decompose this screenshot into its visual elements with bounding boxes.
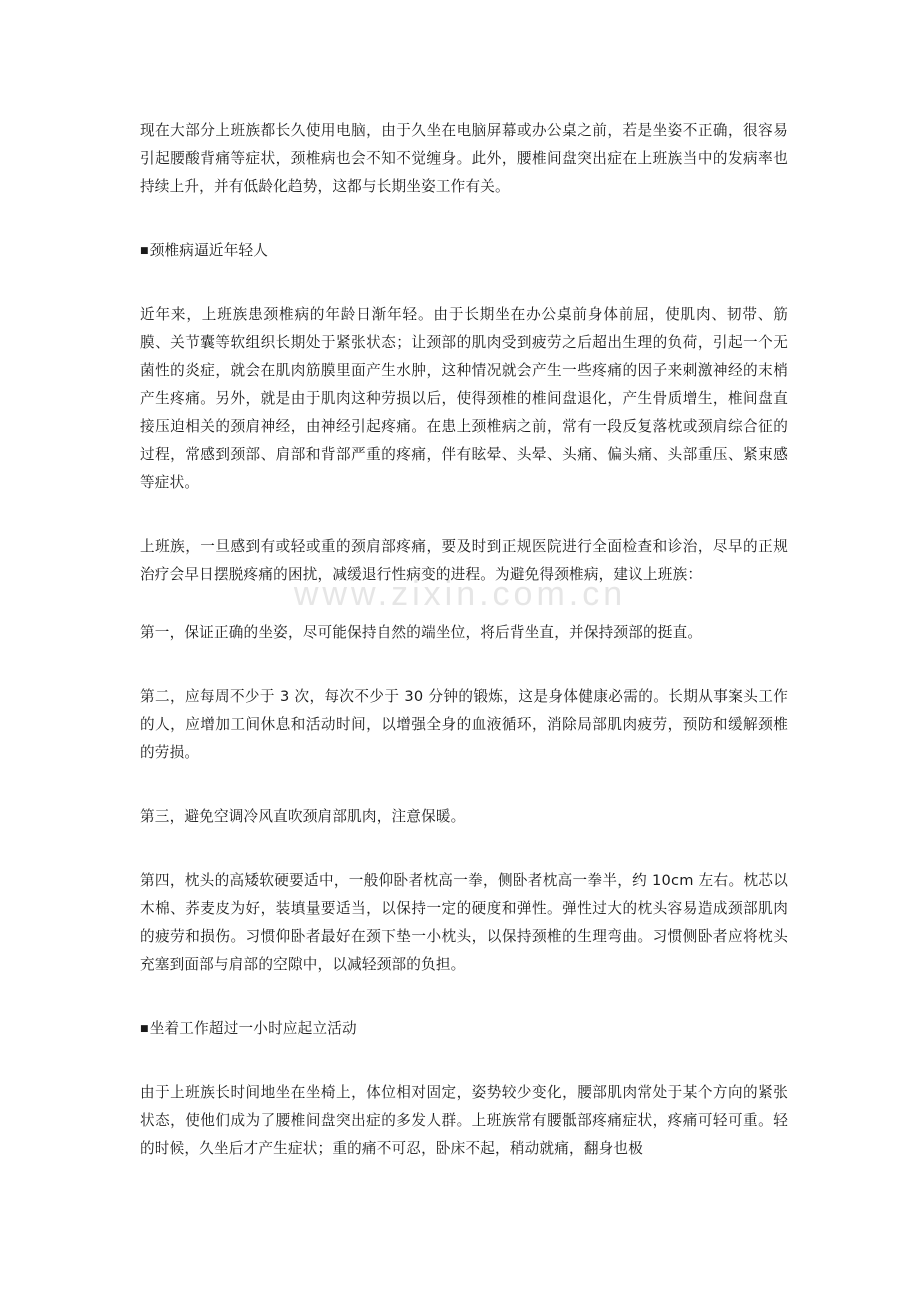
paragraph-advice-1: 第一，保证正确的坐姿，尽可能保持自然的端坐位，将后背坐直，并保持颈部的挺直。 bbox=[140, 624, 703, 641]
section-heading-text: 坐着工作超过一小时应起立活动 bbox=[149, 1020, 357, 1037]
paragraph-intro: 现在大部分上班族都长久使用电脑，由于久坐在电脑屏幕或办公桌之前，若是坐姿不正确，很容易引起腰酸背痛等症状，颈椎病也会不知不觉缠身。此外，腰椎间盘突出症在上班族当中的发病率也持续上升，并有低龄化趋势，这都与长期坐姿工作有关。 bbox=[140, 122, 788, 195]
document-body bbox=[140, 117, 788, 1163]
section-heading-text: 颈椎病逼近年轻人 bbox=[149, 242, 269, 259]
square-bullet-icon: ■ bbox=[140, 1024, 149, 1034]
paragraph-lumbar: 由于上班族长时间地坐在坐椅上，体位相对固定，姿势较少变化，腰部肌肉常处于某个方向的紧张状态，使他们成为了腰椎间盘突出症的多发人群。上班族常有腰骶部疼痛症状，疼痛可轻可重。轻的时候，久坐后才产生症状；重的痛不可忍，卧床不起，稍动就痛，翻身也极 bbox=[140, 1084, 788, 1157]
paragraph-advice-2: 第二，应每周不少于 3 次，每次不少于 30 分钟的锻炼，这是身体健康必需的。长期从事案头工作的人，应增加工间休息和活动时间，以增强全身的血液循环，消除局部肌肉疲劳，预防和缓解颈椎的劳损。 bbox=[140, 688, 788, 761]
paragraph-advice-intro: 上班族，一旦感到有或轻或重的颈肩部疼痛，要及时到正规医院进行全面检查和诊治，尽早的正规治疗会早日摆脱疼痛的困扰，减缓退行性病变的进程。为避免得颈椎病，建议上班族： bbox=[140, 538, 788, 583]
watermark: www.zixin.com.cn bbox=[293, 575, 627, 613]
paragraph-advice-4: 第四，枕头的高矮软硬要适中，一般仰卧者枕高一拳，侧卧者枕高一拳半，约 10cm 左右。枕芯以木棉、荞麦皮为好，装填量要适当，以保持一定的硬度和弹性。弹性过大的枕头容易造成颈部肌肉的疲劳和损伤。习惯仰卧者最好在颈下垫一小枕头，以保持颈椎的生理弯曲。习惯侧卧者应将枕头充塞到面部与肩部的空隙中，以减轻颈部的负担。 bbox=[140, 872, 788, 973]
square-bullet-icon: ■ bbox=[140, 246, 149, 256]
paragraph-cervical-cause: 近年来，上班族患颈椎病的年龄日渐年轻。由于长期坐在办公桌前身体前屈，使肌肉、韧带、筋膜、关节囊等软组织长期处于紧张状态；让颈部的肌肉受到疲劳之后超出生理的负荷，引起一个无菌性的炎症，就会在肌肉筋膜里面产生水肿，这种情况就会产生一些疼痛的因子来刺激神经的末梢产生疼痛。另外，就是由于肌肉这种劳损以后，使得颈椎的椎间盘退化，产生骨质增生，椎间盘直接压迫相关的颈肩神经，由神经引起疼痛。在患上颈椎病之前，常有一段反复落枕或颈肩综合征的过程，常感到颈部、肩部和背部严重的疼痛，伴有眩晕、头晕、头痛、偏头痛、头部重压、紧束感等症状。 bbox=[140, 306, 788, 491]
section-heading-sitting bbox=[140, 1015, 788, 1043]
paragraph-advice-3: 第三，避免空调冷风直吹颈肩部肌肉，注意保暖。 bbox=[140, 808, 466, 825]
section-heading-cervical bbox=[140, 237, 788, 265]
